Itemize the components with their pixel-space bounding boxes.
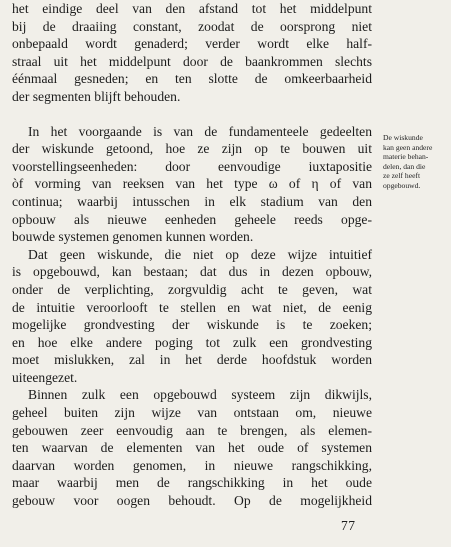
text-line: het eindige deel van den afstand tot het middelpunt xyxy=(12,1,372,16)
text-line: voorstellingseenheden: door eenvoudige iuxtapositie xyxy=(12,158,372,174)
paragraph-4 xyxy=(12,386,372,509)
text-line: en hoe elke andere poging tot zulk een grondvesting xyxy=(12,334,372,350)
margin-note-line: kan geen andere xyxy=(383,142,433,152)
text-line: òf vorming van reeksen van het type ω of η of van xyxy=(12,176,372,192)
text-line: straal uit het middelpunt door de baankrommen slechts xyxy=(12,53,372,69)
paragraph-2 xyxy=(12,123,372,246)
text-line: maar waarbij men de rangschikking in het oude xyxy=(12,475,372,491)
text-line: uiteengezet. xyxy=(12,369,78,385)
text-line: onder de verplichting, zorgvuldig acht te geven, wat xyxy=(12,281,372,297)
margin-note-line: materie behan- xyxy=(383,152,429,162)
text-line: mogelijke grondvesting der wiskunde is te zoeken; xyxy=(12,317,372,333)
text-line: bouwde systemen genomen kunnen worden. xyxy=(12,229,254,245)
text-line: Dat geen wiskunde, die niet op deze wijze intuitief xyxy=(28,246,372,262)
text-line: de intuitie veroorlooft te stellen en wat niet, de eenig xyxy=(12,299,372,315)
body-text xyxy=(12,0,372,510)
text-line: gebouw voor oogen behoudt. Op de mogelijkheid xyxy=(12,493,372,509)
paragraph-1 xyxy=(12,0,372,106)
margin-note-line: De wiskunde xyxy=(383,133,423,142)
text-line: bij de draaiing constant, zoodat de oorsprong niet xyxy=(12,18,372,34)
margin-note-line: ze zelf heeft xyxy=(383,171,421,181)
text-line: geheel buiten zijn wijze van ontstaan om, nieuwe xyxy=(12,405,372,421)
text-line: In het voorgaande is van de fundamenteele gedeelten xyxy=(28,123,372,139)
page-number: 77 xyxy=(341,518,356,533)
text-line: opbouw als nieuwe eenheden geheele reeds opge- xyxy=(12,211,372,227)
text-line: der segmenten blijft behouden. xyxy=(12,88,181,104)
margin-note-line: delen, dan die xyxy=(383,161,426,171)
margin-note xyxy=(383,133,447,191)
text-line: ten waarvan de elementen van het oude of systemen xyxy=(12,440,372,456)
text-line: daarvan worden genomen, in nieuwe rangschikking, xyxy=(12,457,372,473)
text-line: is opgebouwd, kan bestaan; dat dus in dezen opbouw, xyxy=(12,264,372,280)
text-line: Binnen zulk een opgebouwd systeem zijn dikwijls, xyxy=(28,387,372,403)
margin-note-line: opgebouwd. xyxy=(383,180,421,190)
paragraph-3 xyxy=(12,246,372,387)
text-line: éénmaal gesneden; en ten slotte de omkeerbaarheid xyxy=(12,71,372,87)
text-line: continua; waarbij intusschen in elk stadium van den xyxy=(12,193,372,209)
text-line: der wiskunde getoond, hoe ze zijn op te bouwen uit xyxy=(12,141,372,157)
text-line: moet mislukken, zal in het derde hoofdstuk worden xyxy=(12,352,372,368)
text-line: onbepaald wordt genaderd; verder wordt elke half- xyxy=(12,36,372,52)
text-line: gebouwen zeer eenvoudig aan te brengen, als elemen- xyxy=(12,422,372,438)
